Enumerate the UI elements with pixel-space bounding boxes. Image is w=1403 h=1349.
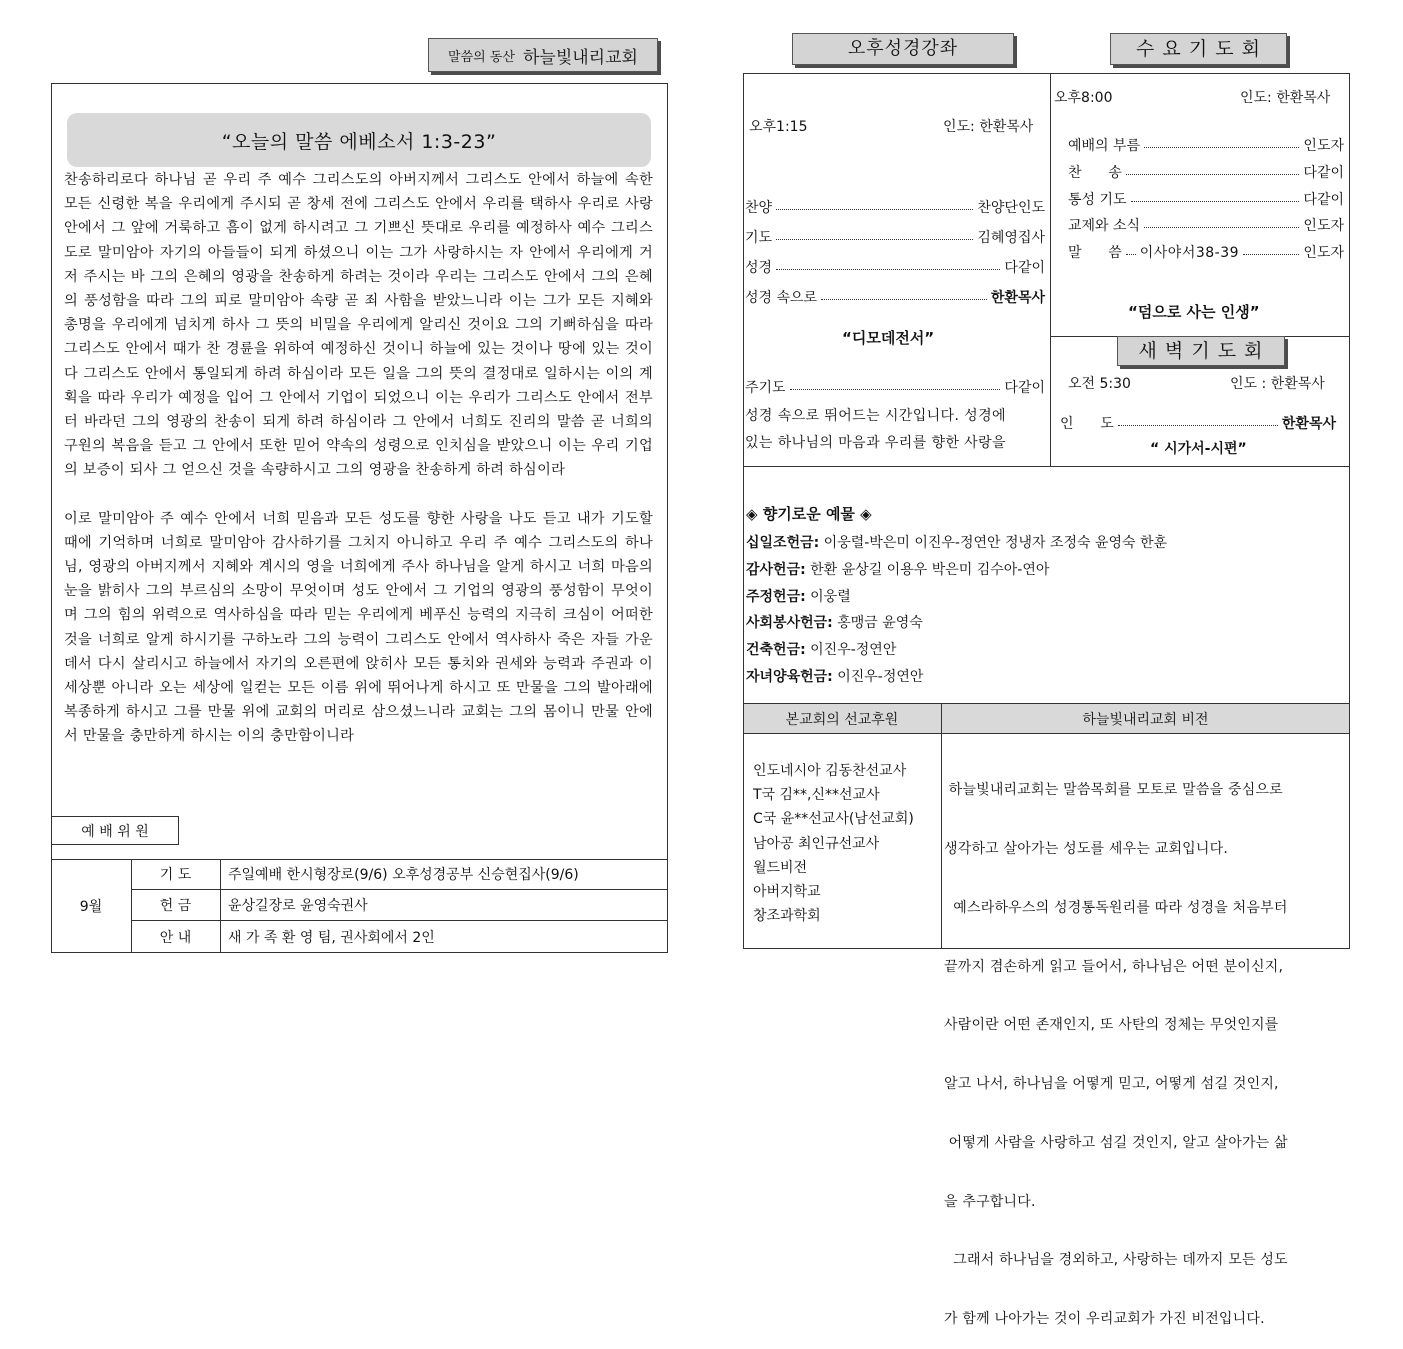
offering-social: 사회봉사헌금: 홍맹금 윤영숙 bbox=[746, 615, 923, 631]
sermon-title: “오늘의 말씀 에베소서 1:3-23” bbox=[67, 113, 651, 167]
sermon-paragraph-2: 이로 말미암아 주 예수 안에서 너희 믿음과 모든 성도를 향한 사랑을 나도 듣고 내가 기도할 때에 기억하며 너희로 말미암아 감사하기를 그치지 아니하고 우리 주 예수 그리스도의 하나님, 영광의 아버지께서 지혜와 계시의 영을 너희에게 주사 하나님을 알게 하시고 너희 마음의 눈을 밝히사 그의 부르심의 소망이 무엇이며 성도 안에서 그 기업의 영광의 풍성함이 무엇이며 그의 힘의 위력으로 역사하심을 따라 믿는 우리에게 베푸신 능력의 지극히 크심이 어떠한 것을 너희로 알게 하시기를 구하노라 그의 능력이 그리스도 안에서 역사하사 죽은 자들 가운데서 다시 살리시고 하늘에서 자기의 오른편에 앉히사 모든 통치와 권세와 능력과 주권과 이 세상뿐 아니라 오는 세상에 일컫는 모든 이름 위에 뛰어나게 하시고 또 만물을 그의 발아래에 복종하게 하시고 그를 만물 위에 교회의 머리로 삼으셨느니라 교회는 그의 몸이니 만물 안에서 만물을 충만하게 하시는 이의 충만함이니라 bbox=[64, 510, 653, 745]
vision-line: 끝까지 겸손하게 읽고 들어서, 하나님은 어떤 분이신지, bbox=[944, 958, 1284, 975]
sermon-paragraph-1: 찬송하리로다 하나님 곧 우리 주 예수 그리스도의 아버지께서 그리스도 안에서 하늘에 속한 모든 신령한 복을 우리에게 주시되 곧 창세 전에 그리스도 안에서 우리를 택하사 우리로 사랑 안에서 그 앞에 거룩하고 흠이 없게 하시려고 그 기쁘신 뜻대로 우리를 예정하사 예수 그리스도로 말미암아 자기의 아들들이 되게 하셨으니 이는 그가 사랑하시는 자 안에서 우리에게 거저 주시는 바 그의 은혜의 영광을 찬송하게 하려는 것이라 우리는 그리스도 안에서 그의 은혜의 풍성함을 따라 그의 피로 말미암아 속량 곧 죄 사함을 받았느니라 이는 그가 모든 지혜와 총명을 우리에게 넘치게 하사 그 뜻의 비밀을 우리에게 알리신 것이요 그의 기뻐하심을 따라 그리스도 안에서 때가 찬 경륜을 위하여 예정하신 것이니 하늘에 있는 것이나 땅에 있는 것이 다 그리스도 안에서 통일되게 하려 하심이라 모든 일을 그의 뜻의 결정대로 일하시는 이의 계획을 따라 우리가 예정을 입어 그 안에서 기업이 되었으니 이는 우리가 그리스도 안에서 전부터 바라던 그의 영광의 찬송이 되게 하려 하심이라 그 안에서 너희도 진리의 말씀 곧 너희의 구원의 복음을 듣고 그 안에서 또한 믿어 약속의 성령으로 인치심을 받았으니 이는 우리 기업의 보증이 되사 그 얻으신 것을 속량하시고 그의 영광을 찬송하게 하려 하심이라 bbox=[64, 172, 653, 479]
vision-line: 그래서 하나님을 경외하고, 사랑하는 데까지 모든 성도 bbox=[944, 1252, 1288, 1269]
vision-line: 사람이란 어떤 존재인지, 또 사탄의 정체는 무엇인지를 bbox=[944, 1017, 1279, 1034]
afternoon-item-praise: 찬양 찬양단인도 bbox=[745, 200, 1045, 216]
missions-item: 남아공 최인규선교사 bbox=[753, 835, 880, 852]
committee-names-offering: 윤상길장로 윤영숙권사 bbox=[228, 897, 368, 914]
offering-tithe: 십일조헌금: 이웅렬-박은미 이진우-정연안 정냉자 조정숙 윤영숙 한훈 bbox=[746, 535, 1168, 551]
missions-list bbox=[753, 759, 914, 928]
badge-church-name: 하늘빛내리교회 bbox=[522, 47, 638, 68]
committee-role-prayer: 기 도 bbox=[159, 867, 192, 883]
wednesday-item-word: 말 씀 이사야서38-39 인도자 bbox=[1068, 245, 1344, 261]
afternoon-book: “디모데전서” bbox=[842, 329, 935, 347]
committee-names-prayer: 주일예배 한시형장로(9/6) 오후성경공부 신승현집사(9/6) bbox=[228, 867, 579, 883]
wednesday-theme: “덤으로 사는 인생” bbox=[1128, 303, 1260, 321]
vision-line: 알고 나서, 하나님을 어떻게 믿고, 어떻게 섬길 것인지, bbox=[944, 1076, 1279, 1093]
offering-building: 건축헌금: 이진우-정연안 bbox=[746, 642, 897, 658]
vision-line: 가 함께 나아가는 것이 우리교회가 가진 비전입니다. bbox=[944, 1311, 1265, 1328]
afternoon-note-2: 있는 하나님의 마음과 우리를 향한 사랑을 bbox=[745, 435, 1006, 451]
dawn-time: 오전 5:30 bbox=[1068, 376, 1131, 392]
dawn-text: “ 시가서-시편” bbox=[1150, 441, 1247, 457]
missions-header: 본교회의 선교후원 bbox=[785, 711, 899, 728]
wednesday-item-news: 교제와 소식 인도자 bbox=[1068, 218, 1344, 234]
committee-month: 9월 bbox=[79, 899, 103, 915]
committee-label: 예 배 위 원 bbox=[51, 816, 179, 845]
committee-names-usher: 새 가 족 환 영 팀, 권사회에서 2인 bbox=[228, 929, 435, 946]
vision-line: 하늘빛내리교회는 말씀목회를 모토로 말씀을 중심으로 bbox=[944, 782, 1283, 799]
afternoon-item-into-bible: 성경 속으로 한환목사 bbox=[745, 290, 1045, 306]
missions-item: 인도네시아 김동찬선교사 bbox=[753, 763, 907, 779]
committee-role-offering: 헌 금 bbox=[159, 897, 192, 914]
offering-children: 자녀양육헌금: 이진우-정연안 bbox=[746, 669, 924, 685]
vision-text bbox=[944, 742, 1348, 1349]
committee-role-usher: 안 내 bbox=[159, 929, 192, 946]
wednesday-time: 오후8:00 bbox=[1054, 90, 1113, 106]
wednesday-item-hymn: 찬 송 다같이 bbox=[1068, 165, 1344, 181]
wednesday-item-call: 예배의 부름 인도자 bbox=[1068, 138, 1344, 154]
dawn-title: 새 벽 기 도 회 bbox=[1117, 336, 1285, 366]
dawn-lead-row: 인 도 한환목사 bbox=[1060, 416, 1336, 432]
missions-item: T국 김**,신**선교사 bbox=[753, 787, 880, 804]
offering-title: ◈ 향기로운 예물 ◈ bbox=[746, 505, 872, 523]
badge-small-text: 말씀의 동산 bbox=[448, 49, 515, 65]
afternoon-item-scripture: 성경 다같이 bbox=[745, 260, 1045, 276]
afternoon-title: 오후성경강좌 bbox=[792, 33, 1014, 65]
afternoon-time: 오후1:15 bbox=[749, 119, 808, 135]
vision-line: 예스라하우스의 성경통독원리를 따라 성경을 처음부터 bbox=[944, 899, 1288, 916]
missions-item: 월드비전 bbox=[753, 859, 808, 876]
wednesday-item-prayer: 통성 기도 다같이 bbox=[1068, 192, 1344, 208]
vision-line: 을 추구합니다. bbox=[944, 1193, 1036, 1210]
church-name-badge bbox=[428, 38, 658, 72]
wednesday-leader: 인도: 한환목사 bbox=[1240, 90, 1331, 106]
offering-thanks: 감사헌금: 한환 윤상길 이용우 박은미 김수아-연아 bbox=[746, 562, 1050, 578]
sermon-text bbox=[64, 168, 653, 749]
afternoon-item-prayer: 기도 김혜영집사 bbox=[745, 230, 1045, 246]
vision-line: 생각하고 살아가는 성도를 세우는 교회입니다. bbox=[944, 840, 1229, 857]
vision-line: 어떻게 사람을 사랑하고 섬길 것인지, 알고 살아가는 삶 bbox=[944, 1134, 1288, 1151]
missions-item: C국 윤**선교사(남선교회) bbox=[753, 811, 914, 828]
vision-header: 하늘빛내리교회 비전 bbox=[1082, 711, 1209, 728]
dawn-leader: 인도 : 한환목사 bbox=[1230, 376, 1325, 392]
afternoon-item-lords-prayer: 주기도 다같이 bbox=[745, 380, 1045, 396]
afternoon-note-1: 성경 속으로 뛰어드는 시간입니다. 성경에 bbox=[745, 408, 1006, 424]
offering-weekly: 주정헌금: 이웅렬 bbox=[746, 589, 851, 605]
missions-item: 창조과학회 bbox=[753, 908, 821, 925]
afternoon-leader: 인도: 한환목사 bbox=[943, 119, 1034, 135]
missions-item: 아버지학교 bbox=[753, 884, 821, 901]
wednesday-title: 수 요 기 도 회 bbox=[1110, 33, 1287, 65]
